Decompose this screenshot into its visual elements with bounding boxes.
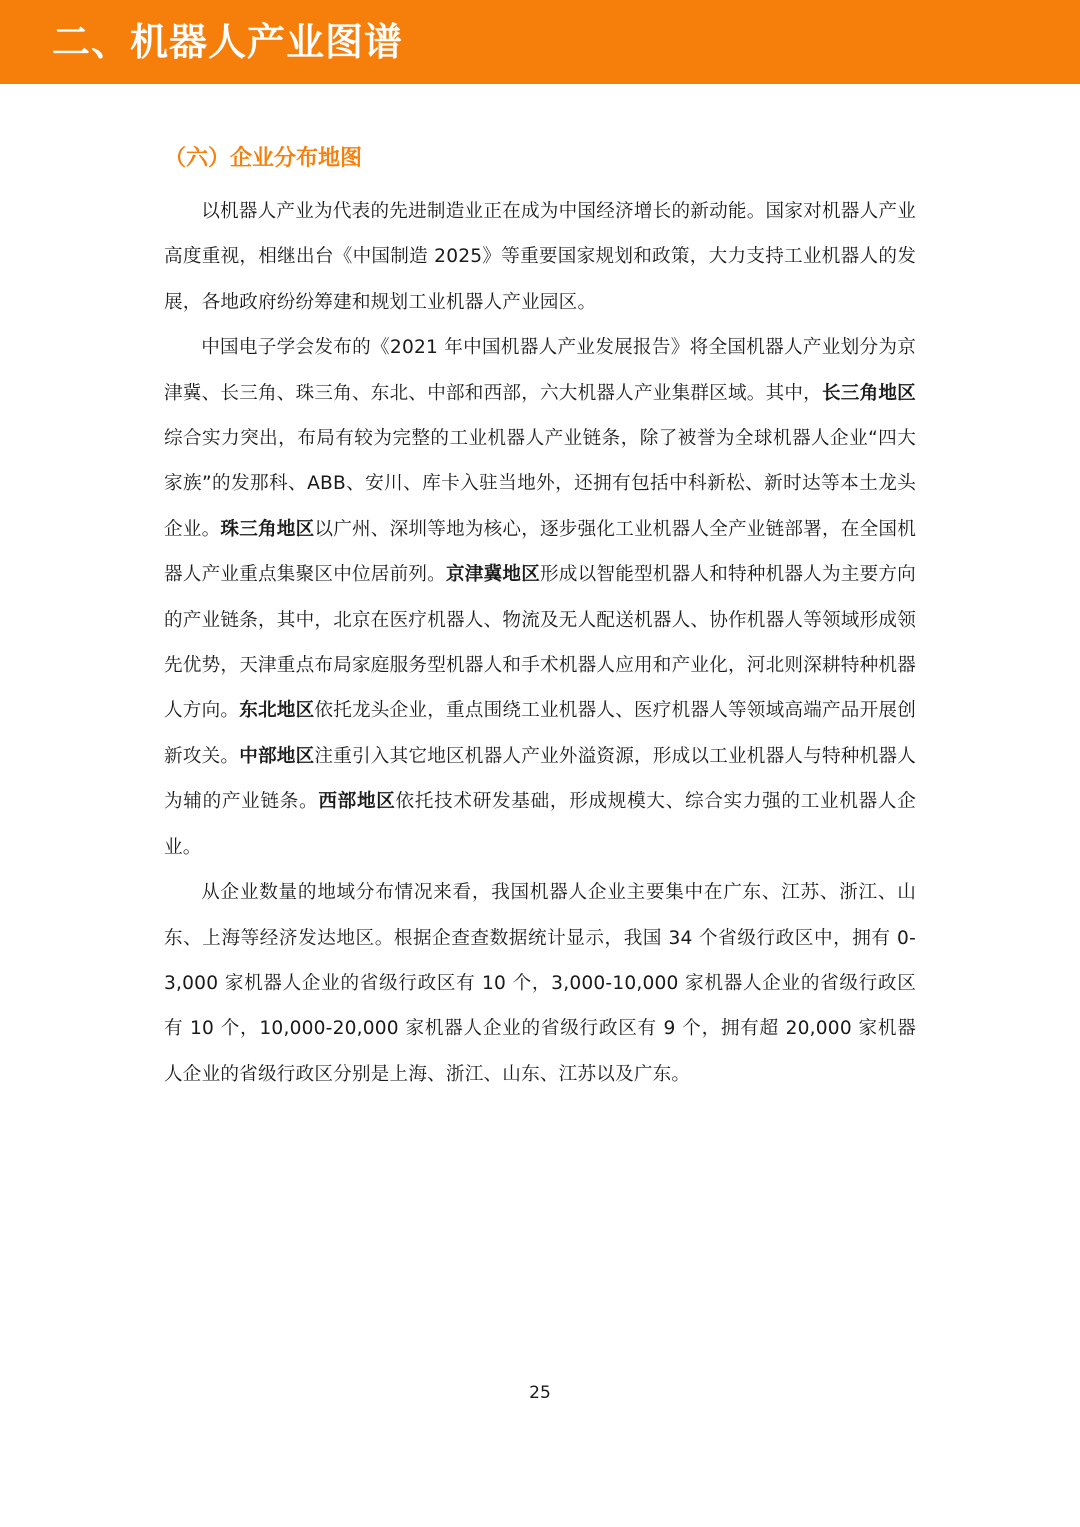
chapter-banner <box>0 0 1080 84</box>
paragraph-text: 以机器人产业为代表的先进制造业正在成为中国经济增长的新动能。国家对机器人产业高度重视，相继出台《中国制造 2025》等重要国家规划和政策，大力支持工业机器人的发展，各地政府纷纷筹建和规划工业机器人产业园区。 <box>164 201 916 313</box>
paragraph-text: 从企业数量的地域分布情况来看，我国机器人企业主要集中在广东、江苏、浙江、山东、上海等经济发达地区。根据企查查数据统计显示，我国 34 个省级行政区中，拥有 0-3,000 家机器人企业的省级行政区有 10 个，3,000-10,000 家机器人企业的省级行政区有 10 个，10,000-20,000 家机器人企业的省级行政区有 9 个，拥有超 20,000 家机器人企业的省级行政区分别是上海、浙江、山东、江苏以及广东。 <box>164 882 916 1085</box>
page-content <box>164 141 916 1097</box>
paragraph-text: 形成以智能型机器人和特种机器人为主要方向的产业链条，其中，北京在医疗机器人、物流及无人配送机器人、协作机器人等领域形成领先优势，天津重点布局家庭服务型机器人和手术机器人应用和产业化，河北则深耕特种机器人方向。 <box>164 564 916 722</box>
paragraph-text: 注重引入其它地区机器人产业外溢资源，形成以工业机器人与特种机器人为辅的产业链条。 <box>164 745 916 813</box>
paragraph-regions <box>164 325 916 870</box>
section-title: （六）企业分布地图 <box>164 146 363 171</box>
region-name-western: 西部地区 <box>318 791 396 813</box>
paragraph-text: 中国电子学会发布的《2021 年中国机器人产业发展报告》将全国机器人产业划分为京津冀、长三角、珠三角、东北、中部和西部，六大机器人产业集群区域。其中， <box>164 337 916 404</box>
region-name-central: 中部地区 <box>239 745 315 767</box>
region-name-northeast: 东北地区 <box>239 700 315 722</box>
region-name-pearl-delta: 珠三角地区 <box>220 518 315 540</box>
chapter-title: 二、机器人产业图谱 <box>52 20 404 64</box>
region-name-yangtze-delta: 长三角地区 <box>821 382 916 404</box>
paragraph-text: 依托龙头企业，重点围绕工业机器人、医疗机器人等领域高端产品开展创新攻关。 <box>164 700 916 767</box>
paragraph-intro <box>164 189 916 325</box>
region-name-jingjinji: 京津冀地区 <box>446 564 540 586</box>
paragraph-distribution <box>164 870 916 1097</box>
paragraph-text: 综合实力突出，布局有较为完整的工业机器人产业链条，除了被誉为全球机器人企业“四大家族”的发那科、ABB、安川、库卡入驻当地外，还拥有包括中科新松、新时达等本土龙头企业。 <box>164 428 916 540</box>
page-number: 25 <box>529 1383 551 1403</box>
paragraph-text: 依托技术研发基础，形成规模大、综合实力强的工业机器人企业。 <box>164 791 916 858</box>
paragraph-text: 以广州、深圳等地为核心，逐步强化工业机器人全产业链部署，在全国机器人产业重点集聚区中位居前列。 <box>164 518 916 586</box>
